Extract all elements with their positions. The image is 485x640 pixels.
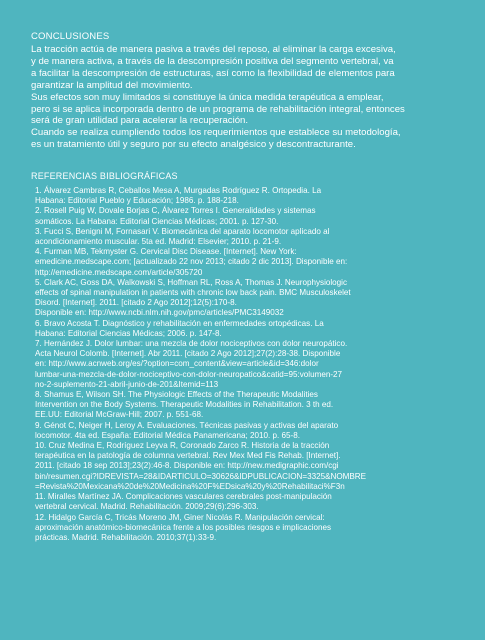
references-heading: REFERENCIAS BIBLIOGRÁFICAS [31,171,178,181]
reference-line: en: http://www.acnweb.org/es/?option=com_content&view=article&id=346:dolor [35,359,319,369]
reference-line: Acta Neurol Colomb. [Internet]. Abr 2011. [citado 2 Ago 2012];27(2):28-38. Disponible [35,349,341,359]
conclusions-line: La tracción actúa de manera pasiva a través del reposo, al eliminar la carga excesiva, [31,44,396,55]
reference-line: Habana: Editorial Pueblo y Educación; 1986. p. 188-218. [35,196,239,206]
conclusions-line: y de manera activa, a través de la descompresión positiva del segmento vertebral, va [31,55,394,67]
conclusions-line: a facilitar la descompresión de estructuras, así como la flexibilidad de elementos para [31,67,395,79]
reference-line: 6. Bravo Acosta T. Diagnóstico y rehabilitación en enfermedades ortopédicas. La [35,318,324,328]
reference-line: effects of spinal manipulation in patients with chronic low back pain. BMC Musculoskelet [35,288,351,298]
conclusions-line: pero si se aplica incorporada dentro de un programa de rehabilitación integral, entonces [31,103,405,115]
reference-line: 5. Clark AC, Goss DA, Walkowski S, Hoffman RL, Ross A, Thomas J. Neurophysiologic [35,277,348,287]
reference-line: 2011. [citado 18 sep 2013];23(2):46-8. Disponible en: http://new.medigraphic.com/cgi [35,461,339,471]
reference-line: 3. Fucci S, Benigni M, Fornasari V. Biomecánica del aparato locomotor aplicado al [35,226,330,236]
reference-line: Habana: Editorial Ciencias Médicas; 2006. p. 147-8. [35,328,222,338]
reference-line: somáticos. La Habana: Editorial Ciencias Médicas; 2001. p. 127-30. [35,216,279,226]
reference-line: Intervention on the Body Systems. Therapeutic Modalities in Rehabilitation. 3 th ed. [35,400,334,410]
reference-line: terapéutica en la patología de columna vertebral. Rev Mex Med Fis Rehab. [Internet]. [35,451,341,461]
reference-line: =Revista%20Mexicana%20de%20Medicina%20F%EDsica%20y%20Rehabilitaci%F3n [35,481,345,491]
reference-line: 9. Génot C, Neiger H, Leroy A. Evaluaciones. Técnicas pasivas y activas del aparato [35,420,339,430]
reference-line: acondicionamiento muscular. 5ta ed. Madrid: Elsevier; 2010. p. 21-9. [35,237,282,247]
reference-line: http://emedicine.medscape.com/article/305720 [35,267,203,277]
reference-line: Disord. [Internet]. 2011. [citado 2 Ago 2012];12(5):170-8. [35,298,237,308]
reference-line: locomotor. 4ta ed. España: Editorial Médica Panamericana; 2010. p. 65-8. [35,430,301,440]
conclusions-line: Cuando se realiza cumpliendo todos los requerimientos que establece su metodología, [31,127,401,139]
conclusions-line: garantizar la amplitud del movimiento. [31,79,193,91]
reference-line: emedicine.medscape.com; [actualizado 22 nov 2013; citado 2 dic 2013]. Disponible en: [35,257,348,267]
reference-line: 4. Furman MB, Tekmyster G. Cervical Disc Disease. [Internet]. New York: [35,247,297,257]
references-list [35,186,475,543]
conclusions-line: es un tratamiento útil y seguro por su efecto analgésico y descontracturante. [31,139,356,151]
reference-line: 11. Miralles Martínez JA. Complicaciones vasculares cerebrales post-manipulación [35,492,332,502]
reference-line: no-2-suplemento-21-abril-junio-de-201&Itemid=113 [35,379,219,389]
conclusions-body [31,44,471,151]
reference-line: 1. Álvarez Cambras R, Ceballos Mesa A, Murgadas Rodríguez R. Ortopedia. La [35,186,322,195]
conclusions-line: será de gran utilidad para acelerar la recuperación. [31,115,249,127]
conclusions-line: Sus efectos son muy limitados si constituye la única medida terapéutica a emplear, [31,91,384,103]
reference-line: prácticas. Madrid. Rehabilitación. 2010;37(1):33-9. [35,532,217,542]
reference-line: 12. Hidalgo García C, Tricás Moreno JM, Giner Nicolás R. Manipulación cervical: [35,512,325,522]
reference-line: 8. Shamus E, Wilson SH. The Physiologic Effects of the Therapeutic Modalities [35,390,318,400]
reference-line: vertebral cervical. Madrid. Rehabilitación. 2009;29(6):296-303. [35,502,259,512]
reference-line: 7. Hernández J. Dolor lumbar: una mezcla de dolor nociceptivos con dolor neuropático. [35,339,348,349]
reference-line: EE.UU: Editorial McGraw-Hill; 2007. p. 551-68. [35,410,204,420]
reference-line: aproximación anatómico-biomecánica frente a los posibles riesgos e implicaciones [35,522,332,532]
reference-line: Disponible en: http://www.ncbi.nlm.nih.gov/pmc/articles/PMC3149032 [35,308,284,318]
reference-line: bin/resumen.cgi?IDREVISTA=28&IDARTICULO=30626&IDPUBLICACION=3325&NOMBRE [35,471,367,481]
conclusions-heading: CONCLUSIONES [31,31,110,42]
reference-line: 10. Cruz Medina E, Rodríguez Leyva R, Coronado Zarco R. Historia de la tracción [35,441,330,451]
reference-line: lumbar-una-mezcla-de-dolor-nociceptivo-con-dolor-neuropatico&catid=95:volumen-27 [35,369,343,379]
reference-line: 2. Rosell Puig W, Dovale Borjas C, Álvarez Torres I. Generalidades y sistemas [35,206,316,216]
